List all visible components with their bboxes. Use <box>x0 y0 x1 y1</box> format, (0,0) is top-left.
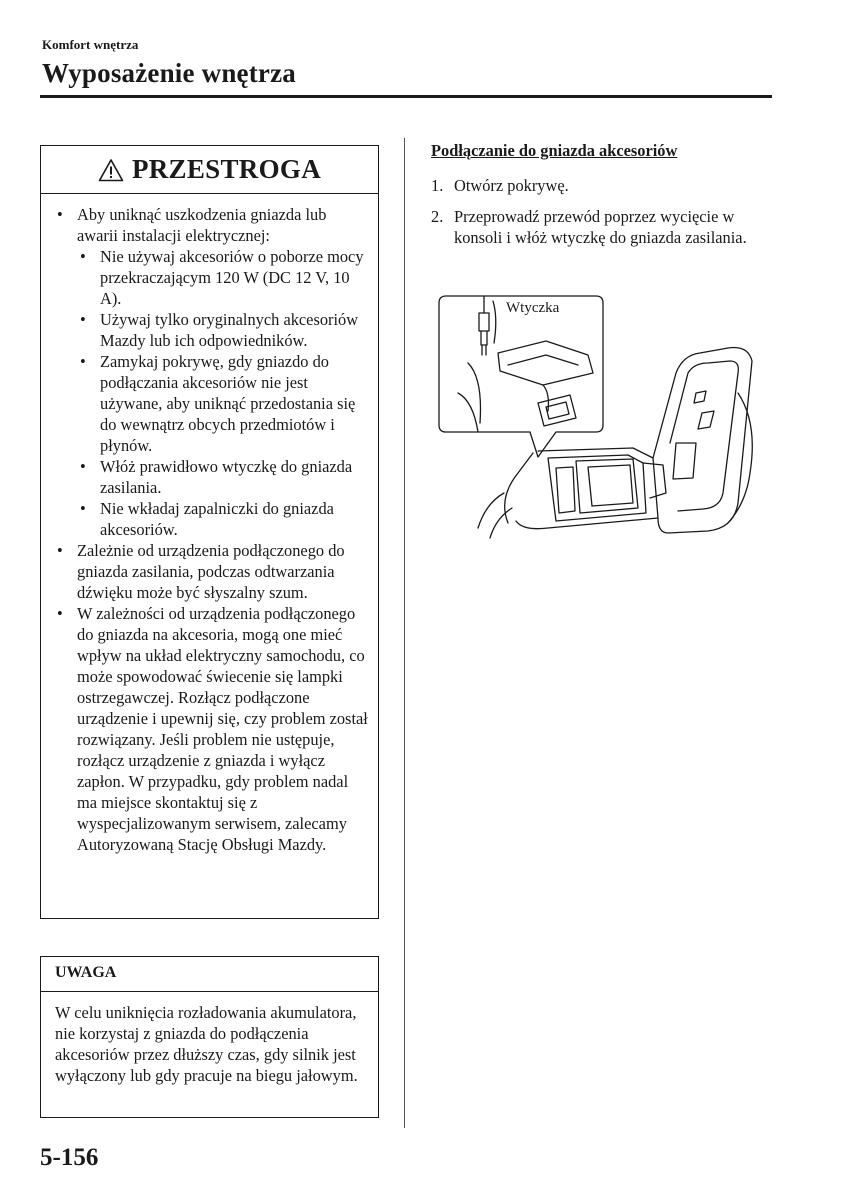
step-text: Przeprowadź przewód poprzez wycięcie w konsoli i włóż wtyczkę do gniazda zasilania. <box>454 207 747 247</box>
column-divider <box>404 138 405 1128</box>
step-number: 2. <box>431 207 444 226</box>
figure-label-plug: Wtyczka <box>506 300 560 316</box>
page-number: 5-156 <box>40 1144 99 1171</box>
section-subheading: Podłączanie do gniazda akcesoriów <box>431 141 678 160</box>
caution-box <box>40 145 379 919</box>
caution-subitem: • Nie używaj akcesoriów o poborze mocy przekraczającym 120 W (DC 12 V, 10 A). <box>55 246 368 309</box>
caution-header <box>41 146 378 194</box>
steps-list <box>431 175 776 258</box>
caution-body <box>41 194 378 855</box>
caution-item: • W zależności od urządzenia podłączonego do gniazda na akcesoria, mogą one mieć wpływ na układ elektryczny samochodu, co może spowodować świecenie się lampki ostrzegawczej. Rozłącz podłączone urządzenie i upewnij się, czy problem został rozwiązany. Jeśli problem nie ustępuje, rozłącz urządzenie z gniazda i wyłącz zapłon. W przypadku, gdy problem nadal ma miejsce skontaktuj się z wyspecjalizowanym serwisem, zalecamy Autoryzowaną Stację Obsługi Mazdy. <box>55 603 368 855</box>
title-rule <box>40 95 772 98</box>
console-socket-illustration <box>438 293 776 540</box>
caution-subitem: • Używaj tylko oryginalnych akcesoriów Mazdy lub ich odpowiedników. <box>55 309 368 351</box>
step-text: Otwórz pokrywę. <box>454 176 569 195</box>
step-item <box>431 206 776 248</box>
step-item <box>431 175 776 196</box>
note-text: W celu uniknięcia rozładowania akumulatora, nie korzystaj z gniazda do podłączenia akcesoriów przez dłuższy czas, gdy silnik jest wyłączony lub gdy pracuje na biegu jałowym. <box>55 1003 358 1085</box>
section-label: Komfort wnętrza <box>42 37 139 52</box>
console-drawing <box>438 293 776 540</box>
caution-title: PRZESTROGA <box>131 154 322 184</box>
note-box <box>40 956 379 1118</box>
caution-item: • Zależnie od urządzenia podłączonego do gniazda zasilania, podczas odtwarzania dźwięku może być słyszalny szum. <box>55 540 368 603</box>
caution-subitem: • Zamykaj pokrywę, gdy gniazdo do podłączania akcesoriów nie jest używane, aby uniknąć przedostania się do wewnątrz obcych przedmiotów i płynów. <box>55 351 368 456</box>
caution-item: • Aby uniknąć uszkodzenia gniazda lub awarii instalacji elektrycznej: <box>55 204 368 246</box>
warning-triangle-icon <box>98 158 124 182</box>
caution-subitem: • Włóż prawidłowo wtyczkę do gniazda zasilania. <box>55 456 368 498</box>
caution-subitem: • Nie wkładaj zapalniczki do gniazda akcesoriów. <box>55 498 368 540</box>
note-title: UWAGA <box>41 957 378 992</box>
page-title: Wyposażenie wnętrza <box>42 58 296 88</box>
step-number: 1. <box>431 176 444 195</box>
